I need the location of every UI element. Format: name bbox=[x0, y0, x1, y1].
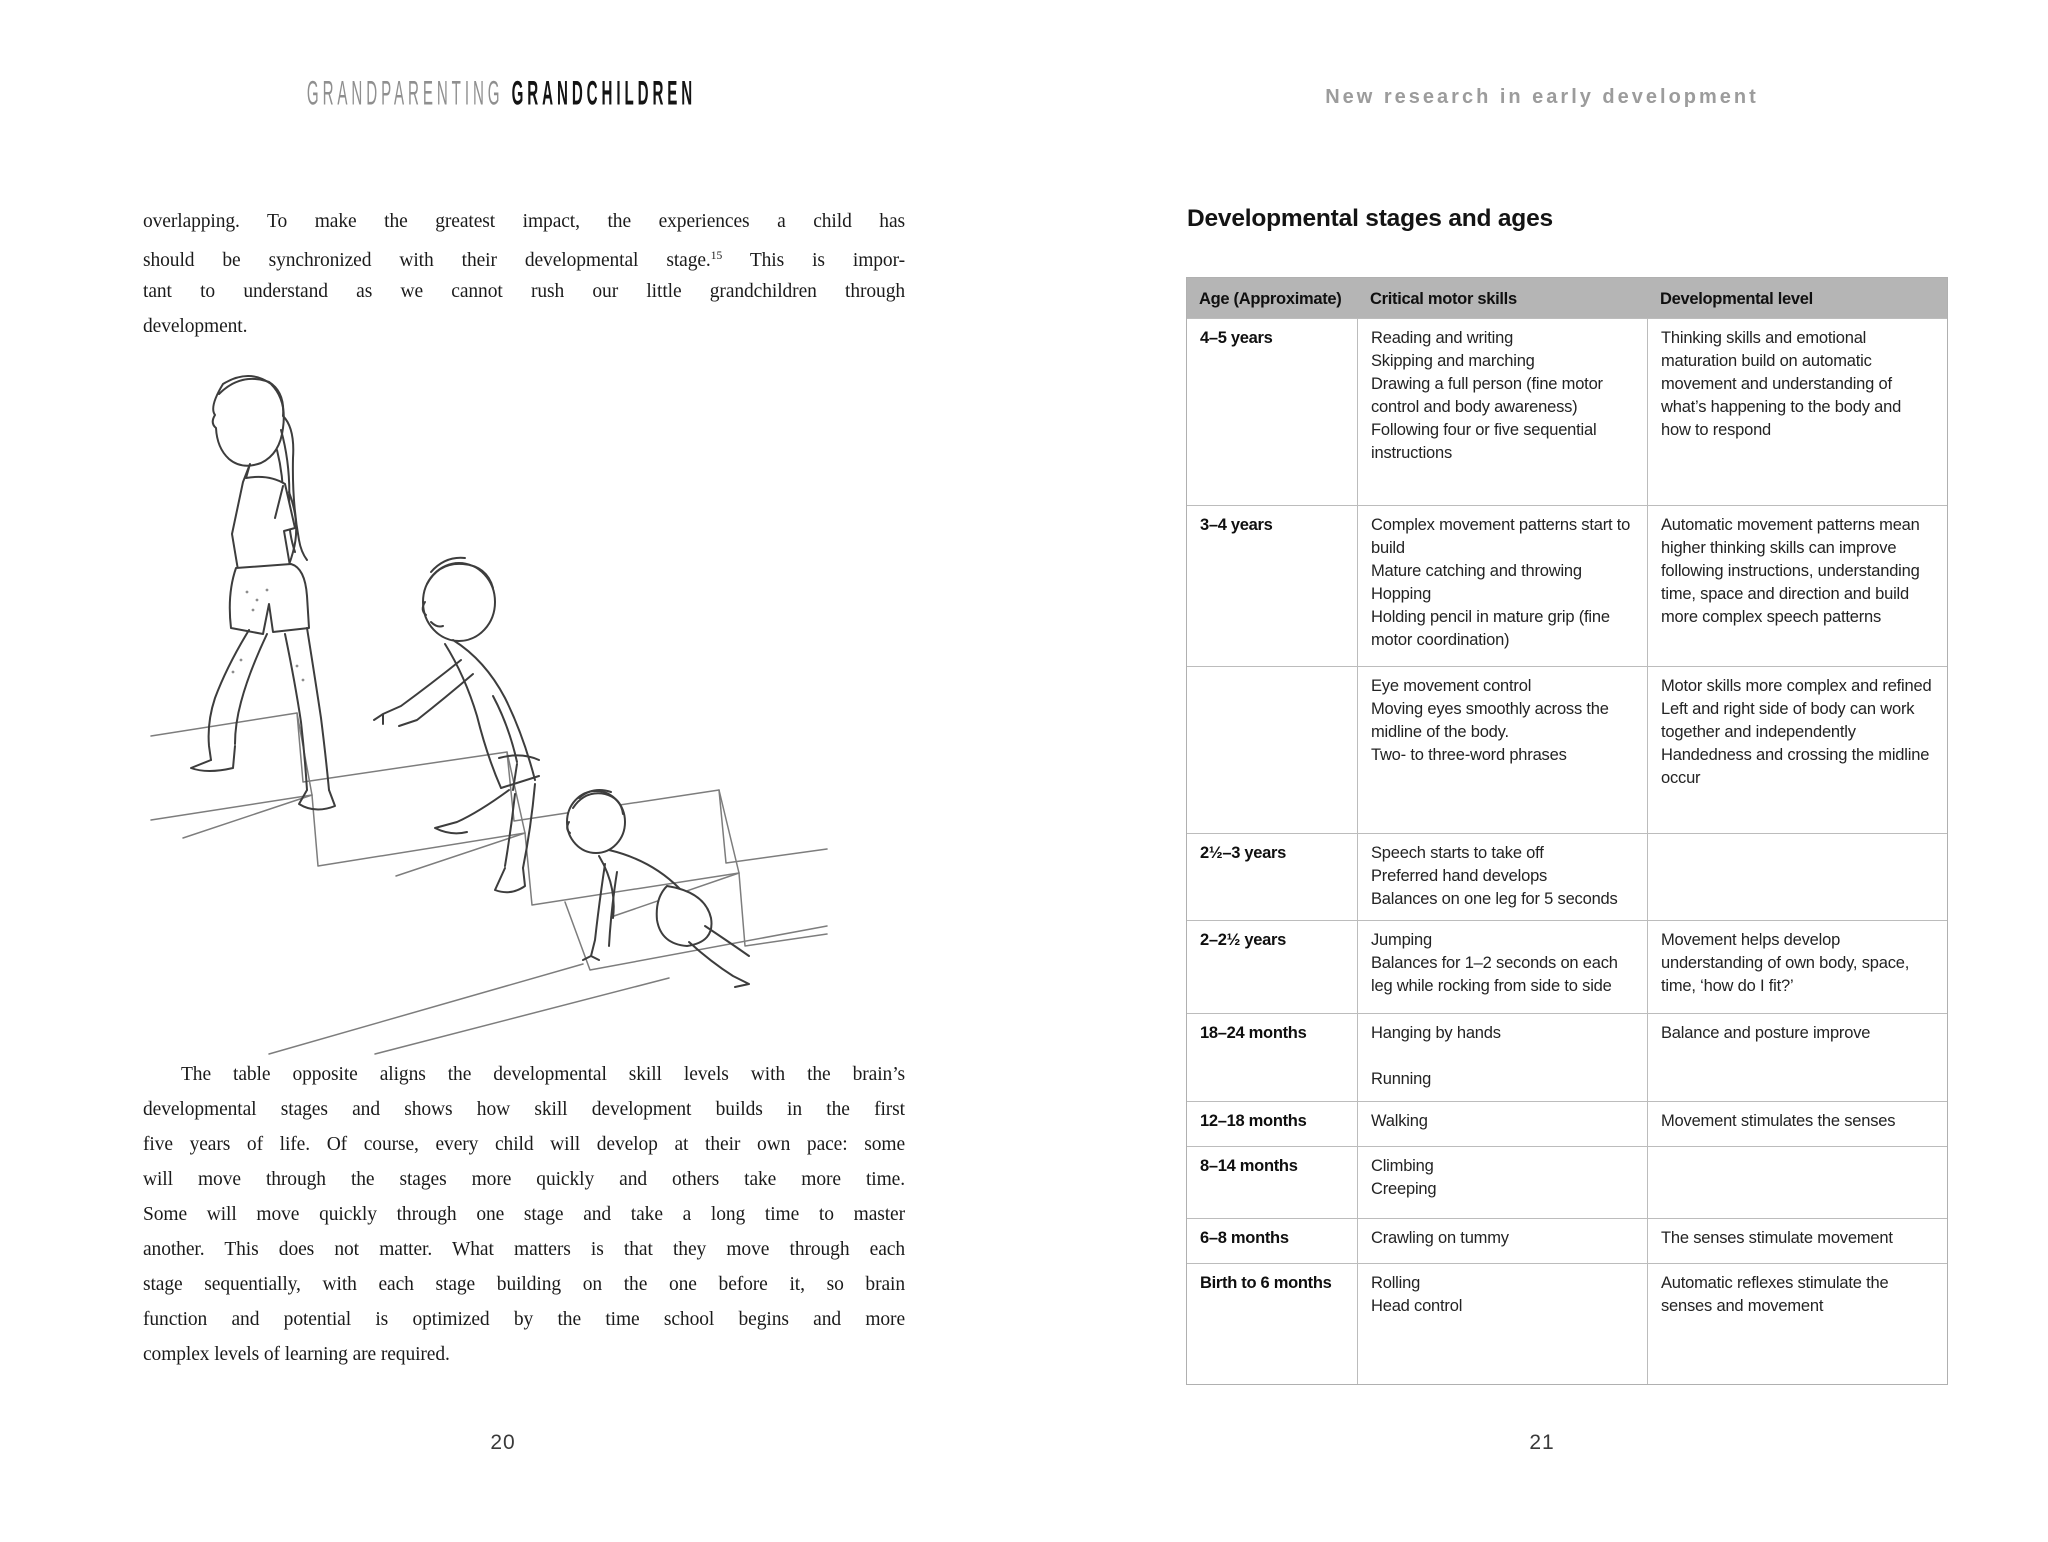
table-cell-age bbox=[1187, 1147, 1358, 1218]
table-cell-age bbox=[1187, 1264, 1358, 1384]
book-title-part1: GRANDPARENTING bbox=[307, 74, 504, 113]
cell-line: Drawing a full person (fine motor control and body awareness) bbox=[1371, 375, 1603, 416]
cell-line: Movement stimulates the senses bbox=[1661, 1112, 1896, 1130]
table-row bbox=[1187, 833, 1947, 920]
paragraph-line: Some will move quickly through one stage and take a long time to master bbox=[143, 1204, 905, 1225]
cell-line: Reading and writing bbox=[1371, 329, 1514, 347]
cell-line: Running bbox=[1371, 1070, 1432, 1088]
table-cell-age bbox=[1187, 1219, 1358, 1263]
table-cell-skills bbox=[1358, 921, 1648, 1013]
paragraph-line: will move through the stages more quickly and others take more time. bbox=[143, 1169, 905, 1190]
cell-line: 18–24 months bbox=[1200, 1024, 1307, 1042]
column-header: Age (Approximate) bbox=[1199, 289, 1342, 308]
cell-line: Holding pencil in mature grip (fine motor coordination) bbox=[1371, 608, 1610, 649]
cell-line: Balance and posture improve bbox=[1661, 1024, 1871, 1042]
paragraph-1 bbox=[143, 204, 905, 344]
cell-line: Motor skills more complex and refined bbox=[1661, 677, 1932, 695]
cell-line bbox=[1661, 1155, 1934, 1178]
footnote-reference-15: 15 bbox=[710, 250, 723, 262]
column-header: Critical motor skills bbox=[1370, 289, 1517, 308]
table-cell-level bbox=[1648, 506, 1947, 666]
cell-line: Moving eyes smoothly across the midline of the body. bbox=[1371, 700, 1609, 741]
page-number-right: 21 bbox=[1529, 1431, 1555, 1454]
cell-line: Movement helps develop understanding of own body, space, time, ‘how do I fit?’ bbox=[1661, 931, 1910, 995]
section-title: Developmental stages and ages bbox=[1187, 205, 1553, 232]
cell-line: Automatic movement patterns mean higher thinking skills can improve following instructions, understanding time, space and direction and build more complex speech patterns bbox=[1661, 516, 1920, 626]
table-row bbox=[1187, 1218, 1947, 1263]
paragraph-line bbox=[143, 239, 905, 274]
developmental-stages-table bbox=[1186, 277, 1948, 1385]
cell-line: Walking bbox=[1371, 1112, 1428, 1130]
cell-line: Climbing bbox=[1371, 1157, 1434, 1175]
page-number-left: 20 bbox=[490, 1431, 516, 1454]
table-cell-level bbox=[1648, 667, 1947, 833]
cell-line bbox=[1661, 842, 1934, 865]
table-cell-level bbox=[1648, 1264, 1947, 1384]
paragraph-line: function and potential is optimized by the time school begins and more bbox=[143, 1309, 905, 1330]
table-cell-level bbox=[1648, 1219, 1947, 1263]
table-cell-skills bbox=[1358, 1102, 1648, 1146]
table-cell-skills bbox=[1358, 506, 1648, 666]
table-cell-level bbox=[1648, 1014, 1947, 1101]
cell-line: Complex movement patterns start to build bbox=[1371, 516, 1631, 557]
line-text: should be synchronized with their developmental stage. bbox=[143, 250, 711, 271]
book-title-part2: GRANDCHILDREN bbox=[512, 74, 697, 113]
children-figures bbox=[191, 376, 749, 987]
paragraph-line: tant to understand as we cannot rush our little grandchildren through bbox=[143, 281, 905, 302]
table-cell-level bbox=[1648, 921, 1947, 1013]
cell-line: Left and right side of body can work together and independently bbox=[1661, 700, 1915, 741]
table-cell-age bbox=[1187, 1102, 1358, 1146]
cell-line: The senses stimulate movement bbox=[1661, 1229, 1893, 1247]
table-cell-skills bbox=[1358, 1264, 1648, 1384]
table-cell-age bbox=[1187, 921, 1358, 1013]
paragraph-line: complex levels of learning are required. bbox=[143, 1344, 450, 1365]
cell-line: Hopping bbox=[1371, 585, 1432, 603]
table-row bbox=[1187, 1146, 1947, 1218]
table-cell-skills bbox=[1358, 1014, 1648, 1101]
cell-line: Creeping bbox=[1371, 1180, 1437, 1198]
table-row bbox=[1187, 1101, 1947, 1146]
table-row bbox=[1187, 505, 1947, 666]
stairs-children-illustration bbox=[149, 366, 829, 1056]
table-row bbox=[1187, 920, 1947, 1013]
girl-shorts bbox=[230, 564, 309, 634]
book-title bbox=[307, 74, 696, 114]
table-row bbox=[1187, 666, 1947, 833]
table-cell-skills bbox=[1358, 1147, 1648, 1218]
cell-line: 2½–3 years bbox=[1200, 844, 1287, 862]
table-cell-age bbox=[1187, 319, 1358, 505]
cell-line: Automatic reflexes stimulate the senses and movement bbox=[1661, 1274, 1889, 1315]
cell-line: 3–4 years bbox=[1200, 516, 1273, 534]
line-text: This is impor- bbox=[722, 250, 905, 271]
table-cell-skills bbox=[1358, 667, 1648, 833]
paragraph-line: overlapping. To make the greatest impact, the experiences a child has bbox=[143, 211, 905, 232]
table-row bbox=[1187, 318, 1947, 505]
cell-line: 2–2½ years bbox=[1200, 931, 1287, 949]
cell-line: Preferred hand develops bbox=[1371, 867, 1548, 885]
girl-shirt bbox=[232, 464, 295, 574]
table-row bbox=[1187, 1013, 1947, 1101]
cell-line: Mature catching and throwing bbox=[1371, 562, 1582, 580]
table-cell-age bbox=[1187, 667, 1358, 833]
table-row bbox=[1187, 1263, 1947, 1384]
table-cell-age bbox=[1187, 1014, 1358, 1101]
page-left bbox=[143, 0, 905, 1542]
cell-line: 6–8 months bbox=[1200, 1229, 1289, 1247]
baby-diaper bbox=[657, 886, 712, 946]
cell-line bbox=[1371, 1045, 1634, 1068]
table-cell-level bbox=[1648, 1147, 1947, 1218]
paragraph-line: stage sequentially, with each stage building on the one before it, so brain bbox=[143, 1274, 905, 1295]
cell-line: Balances on one leg for 5 seconds bbox=[1371, 890, 1618, 908]
table-body bbox=[1187, 318, 1947, 1384]
page-right bbox=[1186, 0, 1948, 1542]
cell-line: Speech starts to take off bbox=[1371, 844, 1544, 862]
table-cell-level bbox=[1648, 834, 1947, 920]
paragraph-line: another. This does not matter. What matters is that they move through each bbox=[143, 1239, 905, 1260]
table-cell-skills bbox=[1358, 834, 1648, 920]
table-cell-skills bbox=[1358, 1219, 1648, 1263]
table-cell-skills bbox=[1358, 319, 1648, 505]
running-head-right: New research in early development bbox=[1325, 86, 1759, 108]
table-cell-age bbox=[1187, 834, 1358, 920]
cell-line: Thinking skills and emotional maturation build on automatic movement and understanding of what’s happening to the body and how to respond bbox=[1661, 329, 1902, 439]
cell-line: 8–14 months bbox=[1200, 1157, 1298, 1175]
paragraph-line: developmental stages and shows how skill development builds in the first bbox=[143, 1099, 905, 1120]
cell-line: Balances for 1–2 seconds on each leg while rocking from side to side bbox=[1371, 954, 1618, 995]
table-cell-level bbox=[1648, 319, 1947, 505]
cell-line: Hanging by hands bbox=[1371, 1024, 1501, 1042]
cell-line: 12–18 months bbox=[1200, 1112, 1307, 1130]
cell-line: Head control bbox=[1371, 1297, 1463, 1315]
cell-line: Rolling bbox=[1371, 1274, 1421, 1292]
staircase-lines bbox=[151, 713, 827, 1054]
cell-line: Following four or five sequential instructions bbox=[1371, 421, 1597, 462]
table-header-row bbox=[1187, 278, 1947, 318]
cell-line: 4–5 years bbox=[1200, 329, 1273, 347]
cell-line: Two- to three-word phrases bbox=[1371, 746, 1567, 764]
running-head-left bbox=[143, 74, 861, 113]
column-header: Developmental level bbox=[1660, 289, 1813, 308]
paragraph-line: five years of life. Of course, every child will develop at their own pace: some bbox=[143, 1134, 905, 1155]
cell-line bbox=[1200, 675, 1344, 698]
table-cell-age bbox=[1187, 506, 1358, 666]
cell-line: Skipping and marching bbox=[1371, 352, 1535, 370]
cell-line: Jumping bbox=[1371, 931, 1432, 949]
paragraph-line: development. bbox=[143, 316, 248, 337]
cell-line: Birth to 6 months bbox=[1200, 1274, 1332, 1292]
table-cell-level bbox=[1648, 1102, 1947, 1146]
cell-line: Handedness and crossing the midline occur bbox=[1661, 746, 1930, 787]
paragraph-2 bbox=[143, 1057, 905, 1372]
cell-line: Crawling on tummy bbox=[1371, 1229, 1509, 1247]
cell-line: Eye movement control bbox=[1371, 677, 1532, 695]
paragraph-line: The table opposite aligns the developmental skill levels with the brain’s bbox=[181, 1064, 905, 1085]
